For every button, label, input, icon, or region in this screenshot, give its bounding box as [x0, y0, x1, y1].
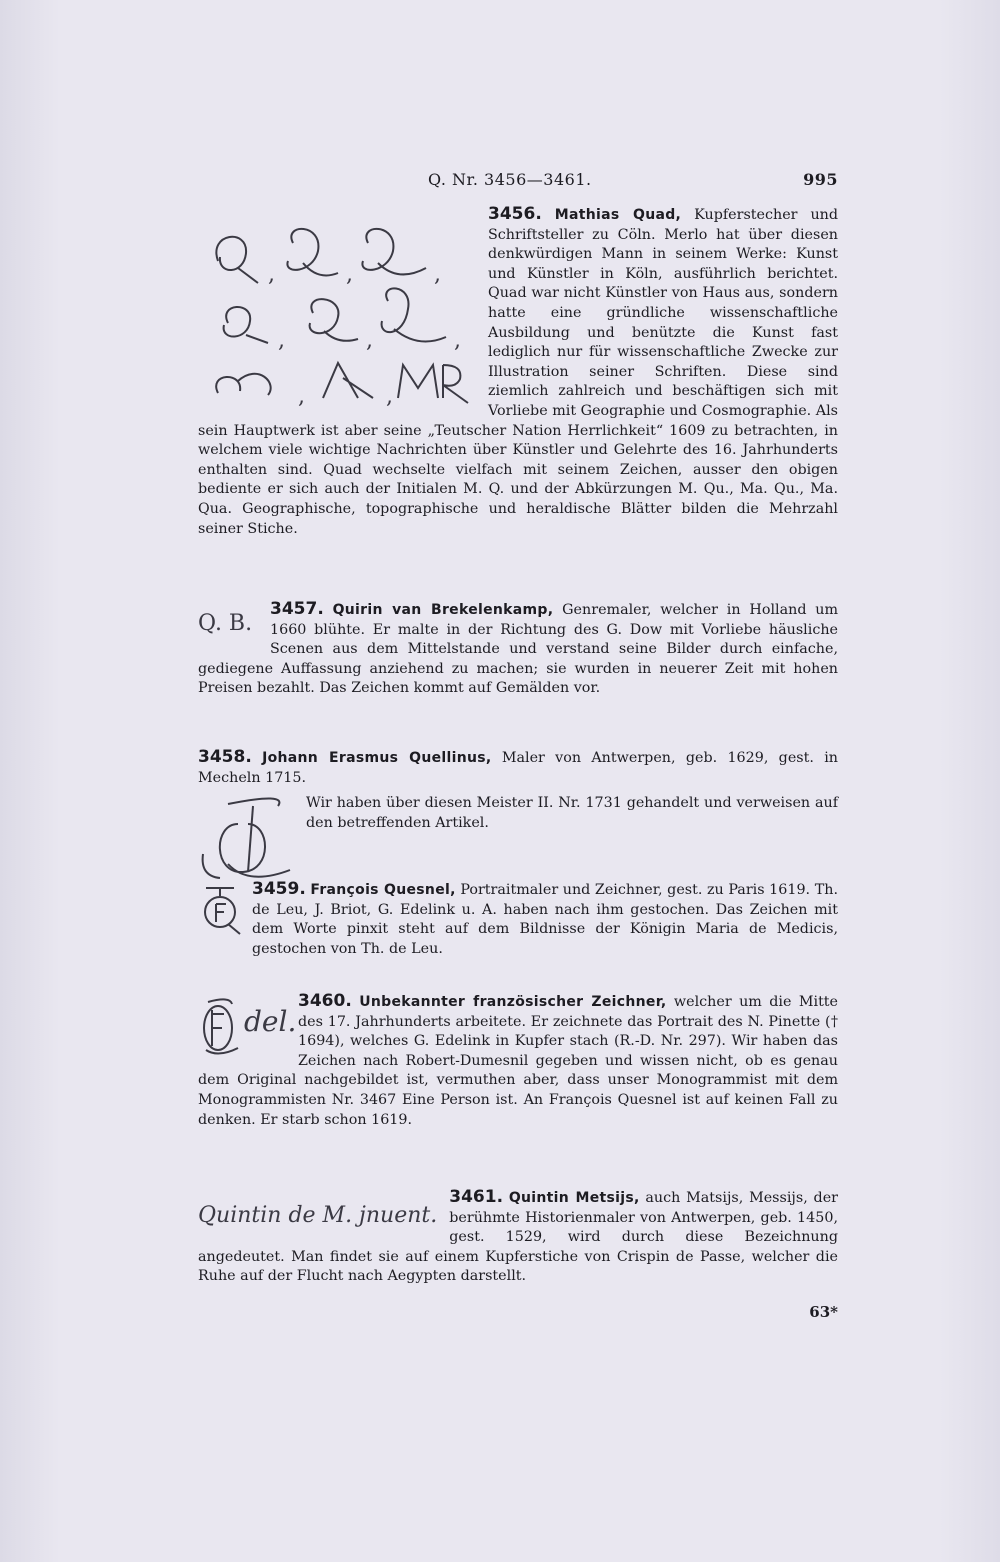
quintin-signature-mark: Quintin de M. jnuent. [198, 1203, 438, 1228]
svg-text:,: , [454, 328, 461, 353]
entry-number: 3460. [298, 991, 352, 1011]
svg-text:,: , [366, 328, 373, 353]
entry-number: 3456. [488, 204, 542, 224]
quellinus-block [198, 794, 838, 833]
quesnel-monogram-image [198, 882, 244, 940]
entry-text: auch Matsijs, Messijs, der berühmte Historienmaler von Antwerpen, geb. 1450, gest. 1529, wird durch diese Bezeichnung angedeutet. Man findet sie auf einem Kupferstiche von Crispin de Passe, welcher die Ruhe auf der Flucht nach Aegypten darstellt. [198, 1190, 838, 1285]
entry-3458 [198, 748, 838, 886]
entry-3459 [198, 880, 838, 959]
svg-text:,: , [386, 384, 393, 409]
entry-name: Quirin van Brekelenkamp, [332, 602, 554, 618]
del-mark: del. [244, 1005, 297, 1038]
quellinus-monogram-image [198, 794, 298, 884]
entry-number: 3459. [252, 879, 306, 899]
monogram-illustration [198, 794, 298, 884]
entry-text: welcher um die Mitte des 17. Jahrhunderts arbeitete. Er zeichnete das Portrait des N. Pinette († 1694), welches G. Edelink in Kupfer stach (R.-D. Nr. 297). Wir haben das Zeichen nach Robert-Dumesnil gegeben und wissen nicht, ob es genau dem Original nachgebildet ist, vermuthen aber, dass unser Monogrammist mit dem Monogrammisten Nr. 3467 Eine Person ist. An François Quesnel ist auf keinen Fall zu denken. Er starb schon 1619. [198, 994, 839, 1128]
monogram-illustration [198, 882, 244, 940]
svg-text:,: , [346, 262, 353, 287]
entry-name: Unbekannter französischer Zeichner, [359, 994, 667, 1010]
entry-number: 3458. [198, 747, 252, 767]
entry-name: François Quesnel, [310, 882, 456, 898]
signature-mark: 63* [809, 1303, 838, 1322]
svg-text:,: , [434, 262, 441, 287]
entry-number: 3457. [270, 599, 324, 619]
entry-3461 [198, 1187, 838, 1322]
entry-text: Genremaler, welcher in Holland um 1660 blühte. Er malte in der Richtung des G. Dow mit Vorliebe häusliche Scenen aus dem Mittelstande und verstand seine Bilder durch einfache, gediegene Auffassung anziehend zu machen; sie wurden in neuerer Zeit mit hohen Preisen bezahlt. Das Zeichen kommt auf Gemälden vor. [198, 602, 839, 697]
monogram-qb: Q. B. [198, 611, 253, 636]
entry-text: Portraitmaler und Zeichner, gest. zu Paris 1619. Th. de Leu, J. Briot, G. Edelink u. A. haben nach ihm gestochen. Das Zeichen mit dem Worte pinxit steht auf dem Bildnisse der Königin Maria de Medicis, gestochen von Th. de Leu. [252, 882, 838, 957]
entry-number: 3461. [449, 1187, 504, 1207]
unknown-monogram-image [198, 996, 242, 1058]
entry-text-1: Maler von Antwerpen, geb. 1629, gest. in Mecheln 1715. [198, 750, 839, 786]
quad-monograms-image [198, 213, 480, 409]
entry-name: Mathias Quad, [554, 207, 682, 223]
monogram-illustration [198, 996, 297, 1062]
page-number: 995 [803, 170, 838, 189]
page-header [202, 170, 838, 192]
svg-text:,: , [298, 384, 305, 409]
running-head: Q. Nr. 3456—3461. [428, 170, 592, 189]
entry-3456 [198, 205, 838, 539]
entry-name: Johann Erasmus Quellinus, [262, 750, 492, 766]
svg-text:,: , [268, 262, 275, 287]
entry-name: Quintin Metsijs, [508, 1190, 640, 1206]
entry-3460 [198, 992, 838, 1130]
monogram-illustration [198, 213, 480, 409]
entry-text-2: Wir haben über diesen Meister II. Nr. 1731 gehandelt und verweisen auf den betreffenden Artikel. [306, 795, 838, 831]
entry-text: Kupferstecher und Schriftsteller zu Cöln. Merlo hat über diesen denkwürdigen Mann in seinem Werke: Kunst und Künstler in Köln, ausführlich berichtet. Quad war nicht Künstler von Haus aus, sondern hatte eine gründliche wissenschaftliche Ausbildung und benützte die Kunst fast lediglich nur für wissenschaftliche Zwecke zur Illustration seiner Schriften. Diese sind ziemlich zahlreich und beschäftigen sich mit Vorliebe mit Geographie und Cosmographie. Als sein Hauptwerk ist aber seine „Teutscher Nation Herrlichkeit“ 1609 zu betrachten, in welchem viele wichtige Nachrichten über Künstler und Gelehrte des 16. Jahrhunderts enthalten sind. Quad wechselte vielfach mit seinem Zeichen, ausser den obigen bediente er sich auch der Initialen M. Q. und der Abkürzungen M. Qu., Ma. Qu., Ma. Qua. Geographische, topographische und heraldische Blätter bilden die Mehrzahl seiner Stiche. [198, 207, 839, 537]
entry-3457 [198, 600, 838, 699]
svg-text:,: , [278, 328, 285, 353]
